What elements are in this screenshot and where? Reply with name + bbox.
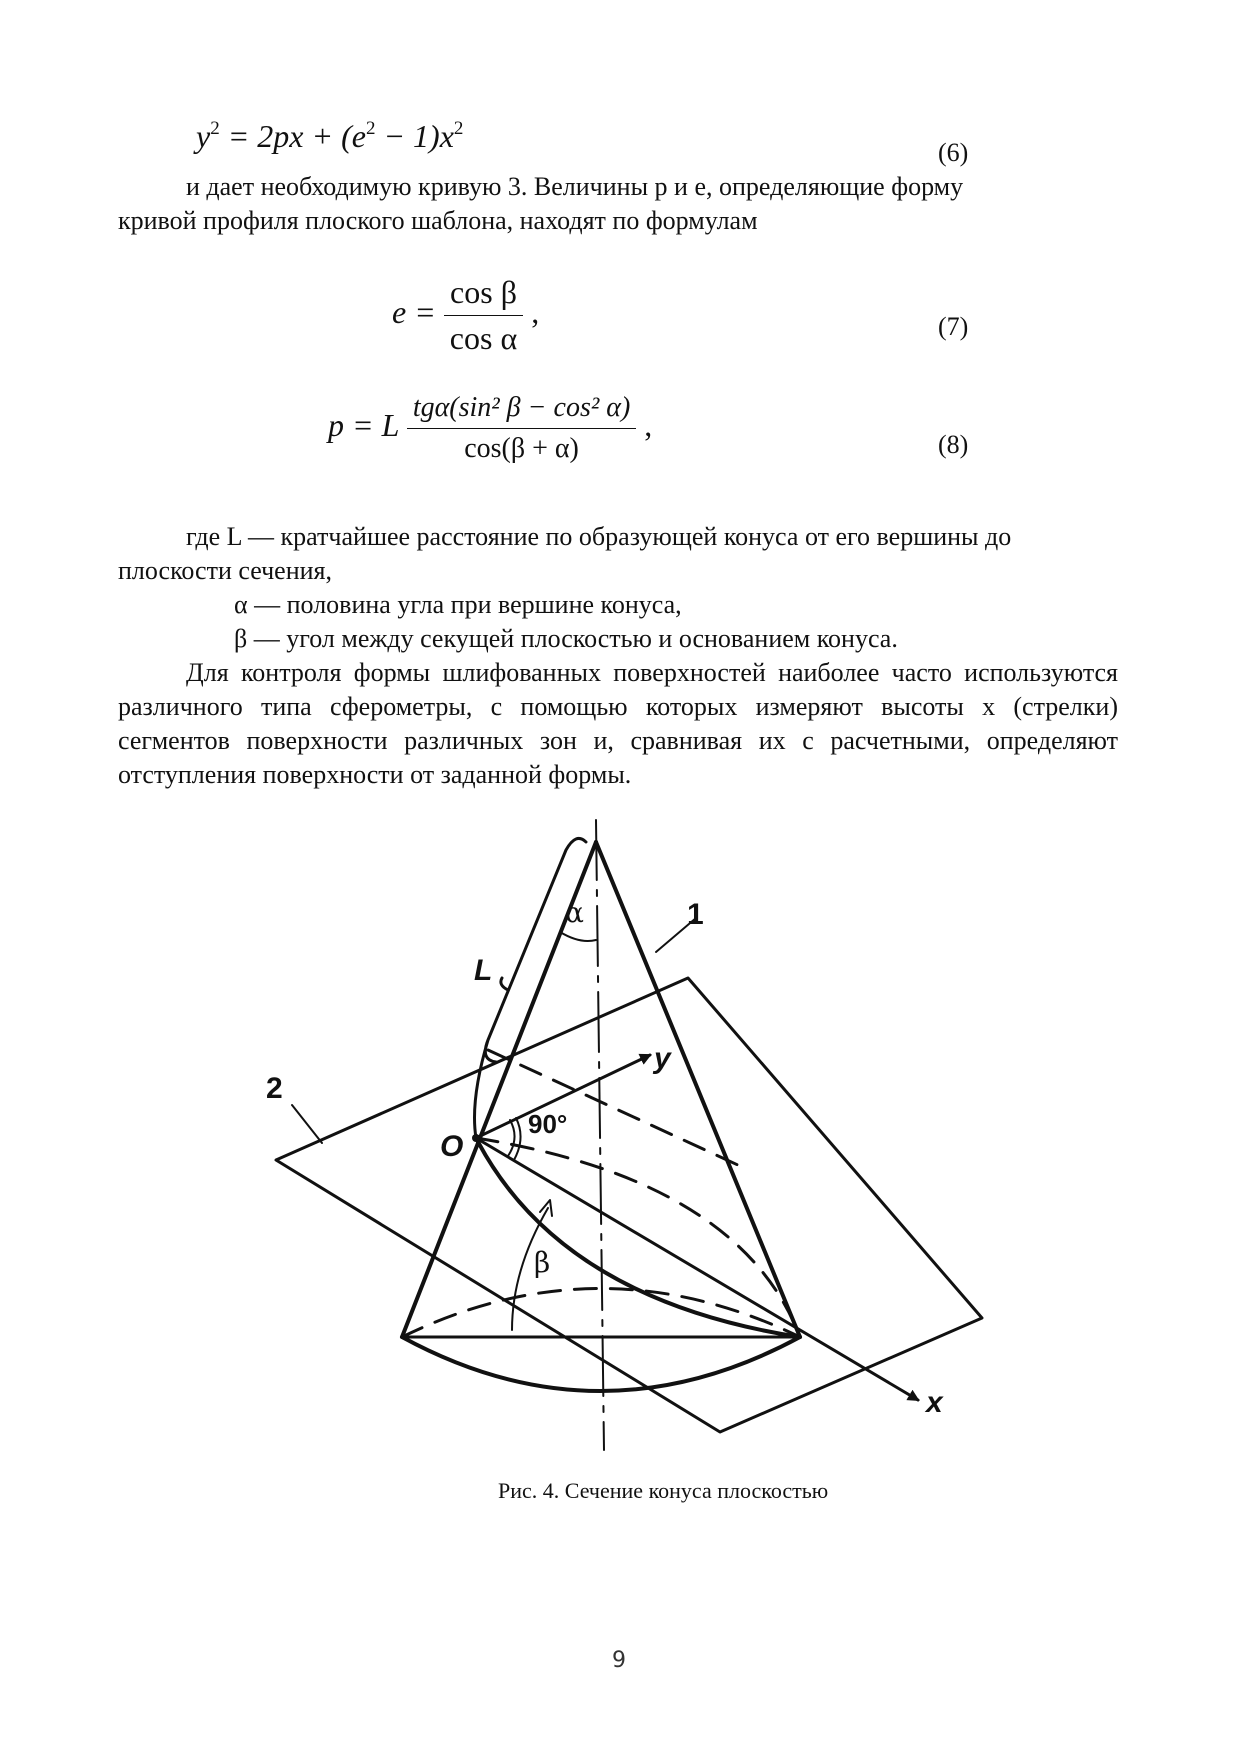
eq8-denominator: cos(β + α): [464, 433, 579, 464]
definition-L: где L — кратчайшее расстояние по образующей конуса от его вершины до: [186, 522, 1012, 551]
origin-point: [472, 1134, 480, 1142]
p1-line1: и дает необходимую кривую 3. Величины p и e, определяющие форму: [186, 172, 964, 201]
eq7-denominator: cos α: [449, 320, 518, 356]
label-90: 90°: [528, 1109, 568, 1139]
equation-6: $y^2 = 2px + (e^2 - 1)x^2$: [196, 118, 464, 154]
definition-alpha: α — половина угла при вершине конуса,: [234, 590, 682, 619]
label-y: y: [654, 1042, 671, 1075]
equation-6-number: (6): [938, 138, 969, 167]
label-x: x: [926, 1386, 943, 1419]
right-angle-arc: [508, 1120, 515, 1156]
label-O: O: [440, 1130, 464, 1163]
cutting-plane: [276, 978, 982, 1432]
alpha-arc: [560, 932, 596, 941]
beta-arrow-head: [540, 1200, 552, 1216]
label-beta: β: [534, 1246, 551, 1279]
definition-L-line2: плоскости сечения,: [118, 556, 333, 585]
L-brace-tip: [501, 978, 508, 990]
label-1: 1: [687, 898, 704, 931]
plane-leader: [292, 1105, 322, 1143]
equation-8-number: (8): [938, 430, 969, 459]
paragraph-spherometers: Для контроля формы шлифованных поверхностей наиболее часто используются различного типа сферометры, с помощью которых измеряют высоты x (стрелки) сегментов поверхности различных зон и, сравнивая их с расчетными, определяют отступления поверхности от заданной формы.: [118, 658, 1118, 789]
label-2: 2: [266, 1072, 283, 1105]
eq8-comma: ,: [644, 406, 653, 443]
figure-caption: Рис. 4. Сечение конуса плоскостью: [498, 1478, 829, 1503]
definition-beta: β — угол между секущей плоскостью и основанием конуса.: [234, 624, 898, 653]
eq7-lhs: e =: [392, 293, 436, 330]
label-L: L: [474, 954, 493, 987]
eq7-numerator: cos β: [444, 274, 523, 316]
label-alpha: α: [565, 896, 584, 929]
eq6-lhs: y: [196, 118, 211, 154]
cone-base-front: [402, 1337, 800, 1391]
equation-7-number: (7): [938, 312, 969, 341]
eq7-comma: ,: [531, 293, 540, 330]
eq8-lhs: p = L: [328, 406, 399, 443]
eq8-numerator: tgα(sin² β − cos² α): [407, 392, 636, 429]
eq6-rhs-part2: − 1)x: [375, 118, 454, 154]
eq6-rhs-part1: = 2px + (e: [227, 118, 366, 154]
paragraph-intro-line2: кривой профиля плоского шаблона, находят по формулам: [118, 206, 758, 235]
page-number: 9: [612, 1648, 626, 1673]
